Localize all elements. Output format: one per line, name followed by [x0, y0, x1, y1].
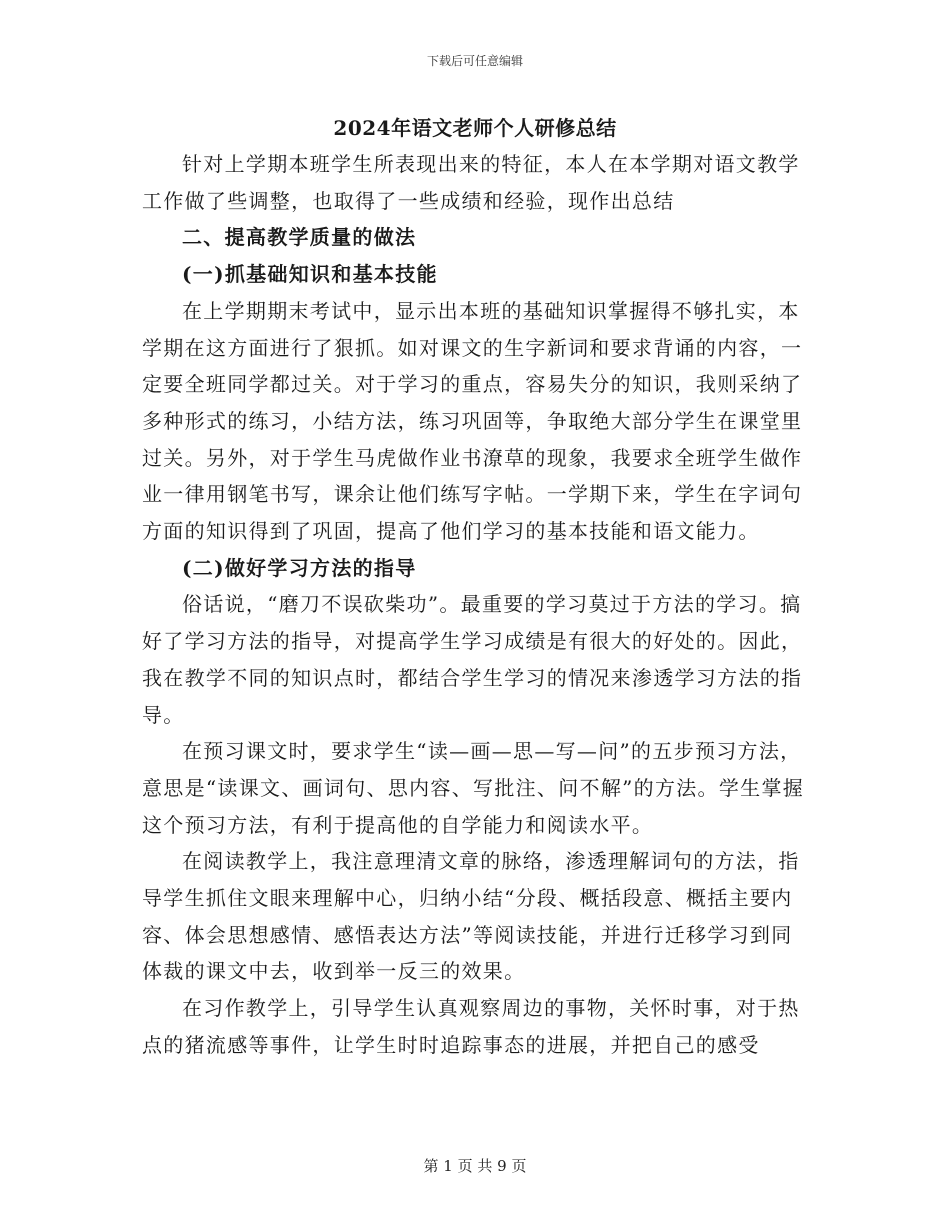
- subsection-heading-2: (二)做好学习方法的指导: [182, 555, 417, 580]
- paragraph-intro: 针对上学期本班学生所表现出来的特征，本人在本学期对语文教学工作做了些调整，也取得了一些成绩和经验，现作出总结: [142, 152, 800, 213]
- paragraph-preview: 在预习课文时，要求学生“读—画—思—写—问”的五步预习方法，意思是“读课文、画词句、思内容、写批注、问不解”的方法。学生掌握这个预习方法，有利于提高他的自学能力和阅读水平。: [142, 739, 805, 837]
- section-heading: 二、提高教学质量的做法: [182, 225, 417, 250]
- paragraph-basics: 在上学期期末考试中，显示出本班的基础知识掌握得不够扎实，本学期在这方面进行了狠抓。如对课文的生字新词和要求背诵的内容，一定要全班同学都过关。对于学习的重点，容易失分的知识，我则采纳了多种形式的练习，小结方法，练习巩固等，争取绝大部分学生在课堂里过关。另外，对于学生马虎做作业书潦草的现象，我要求全班学生做作业一律用钢笔书写，课余让他们练写字帖。一学期下来，学生在字词句方面的知识得到了巩固，提高了他们学习的基本技能和语文能力。: [142, 298, 803, 544]
- paragraph-writing: 在习作教学上，引导学生认真观察周边的事物，关怀时事，对于热点的猪流感等事件，让学生时时追踪事态的进展，并把自己的感受: [142, 996, 800, 1057]
- page-indicator: 第 1 页 共 9 页: [423, 1157, 527, 1175]
- document-body: [142, 146, 810, 1064]
- paragraph-reading: 在阅读教学上，我注意理清文章的脉络，渗透理解词句的方法，指导学生抓住文眼来理解中心，归纳小结“分段、概括段意、概括主要内容、体会思想感情、感悟表达方法”等阅读技能，并进行迁移学习到同体裁的课文中去，收到举一反三的效果。: [142, 849, 800, 984]
- paragraph-methods: 俗话说，“磨刀不误砍柴功”。最重要的学习莫过于方法的学习。搞好了学习方法的指导，对提高学生学习成绩是有很大的好处的。因此，我在教学不同的知识点时，都结合学生学习的情况来渗透学习方法的指导。: [142, 592, 803, 727]
- document-title: 2024年语文老师个人研修总结: [333, 116, 617, 140]
- subsection-heading-1: (一)抓基础知识和基本技能: [182, 262, 438, 287]
- page-header-note: 下载后可任意编辑: [426, 54, 523, 68]
